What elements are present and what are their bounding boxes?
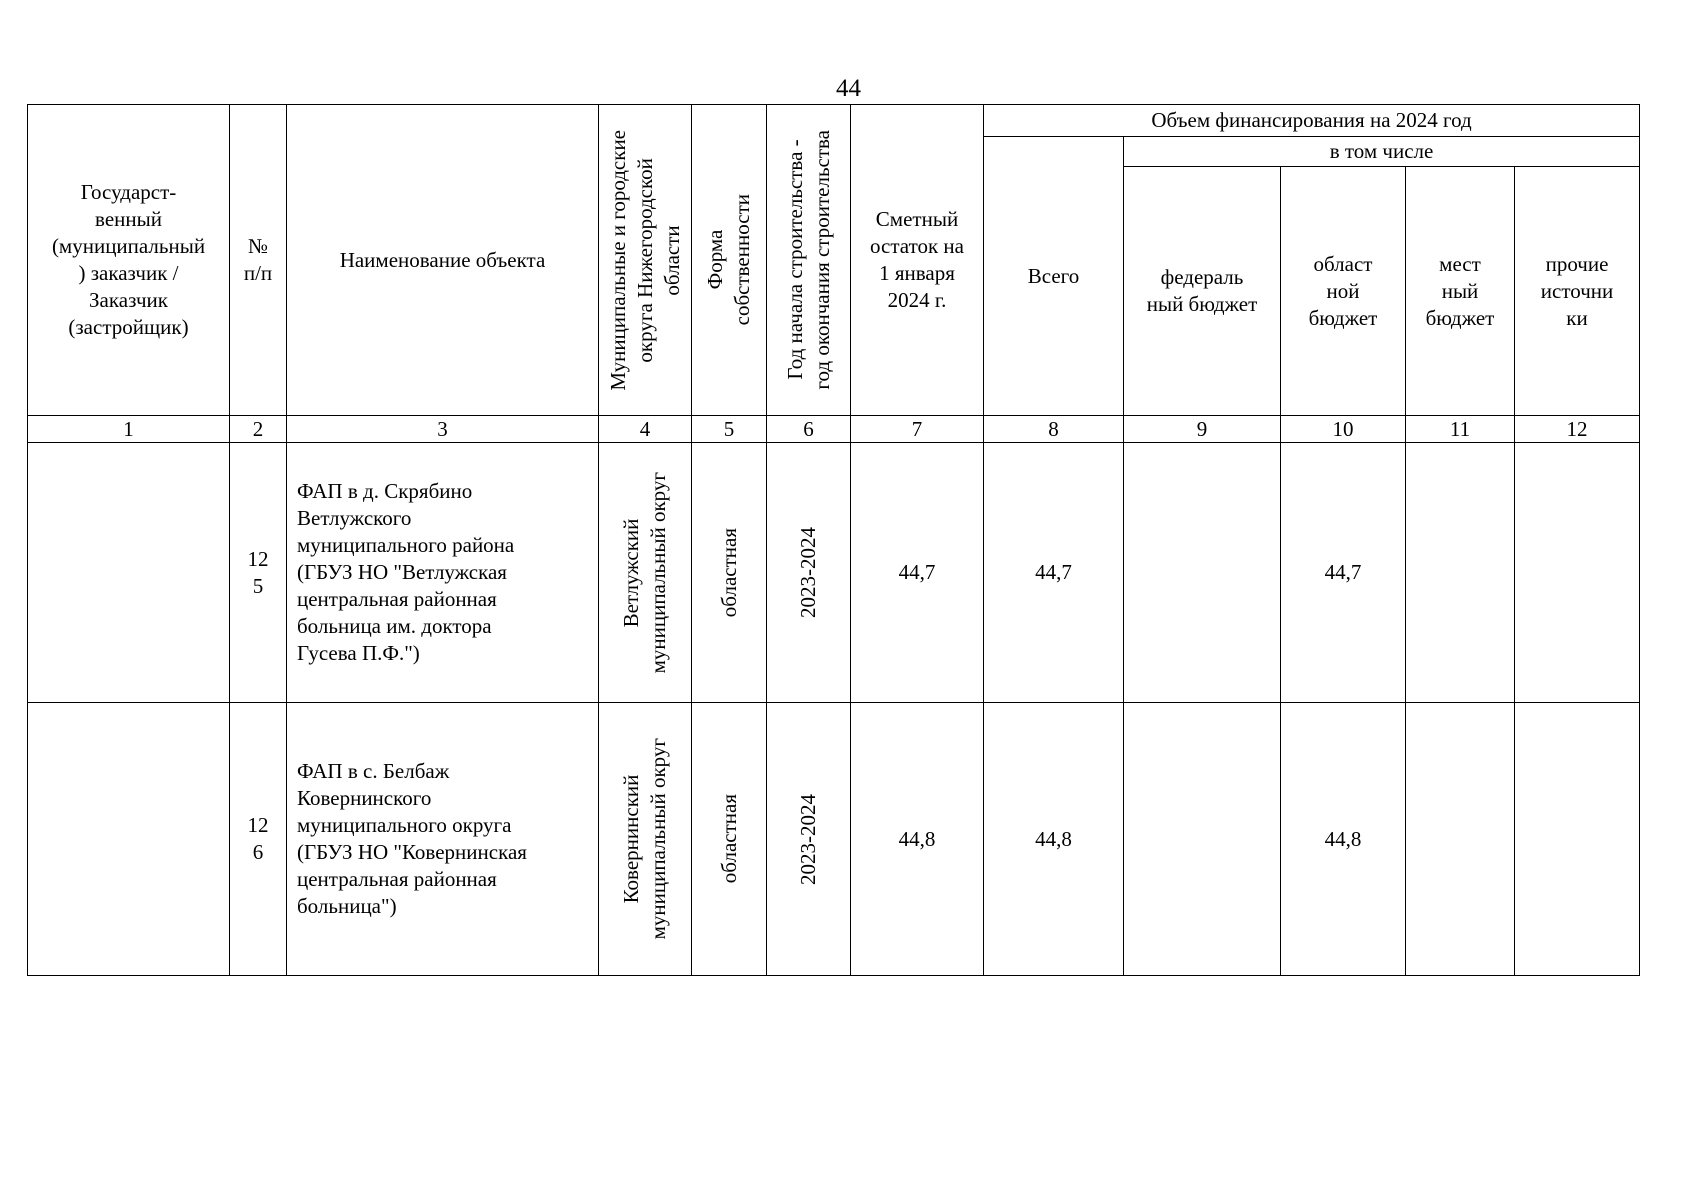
district-name: Ветлужский муниципальный округ xyxy=(619,471,670,674)
header-financing-volume: Объем финансирования на 2024 год xyxy=(984,105,1640,137)
other-value xyxy=(1515,703,1640,976)
header-districts-cell xyxy=(599,105,692,416)
object-name: ФАП в д. Скрябино Ветлужского муниципального района (ГБУЗ НО "Ветлужская центральная районная больница им. доктора Гусева П.Ф.") xyxy=(287,443,599,703)
district-cell xyxy=(599,703,692,976)
estimate-balance-value: 44,7 xyxy=(851,443,984,703)
column-number: 7 xyxy=(851,416,984,443)
years-cell xyxy=(767,703,851,976)
header-other-sources: прочие источни ки xyxy=(1515,167,1640,416)
header-districts: Муниципальные и городские округа Нижегородской области xyxy=(605,129,684,391)
header-local-budget: мест ный бюджет xyxy=(1406,167,1515,416)
column-number: 11 xyxy=(1406,416,1515,443)
object-name: ФАП в с. Белбаж Ковернинского муниципального округа (ГБУЗ НО "Ковернинская центральная районная больница") xyxy=(287,703,599,976)
header-years-cell xyxy=(767,105,851,416)
years-value: 2023-2024 xyxy=(796,527,820,618)
column-number: 4 xyxy=(599,416,692,443)
ownership-cell xyxy=(692,703,767,976)
header-ownership-cell xyxy=(692,105,767,416)
ownership-value: областная xyxy=(716,527,741,618)
header-including: в том числе xyxy=(1124,137,1640,167)
local-value xyxy=(1406,703,1515,976)
total-value: 44,8 xyxy=(984,703,1124,976)
row-number: 12 5 xyxy=(230,443,287,703)
customer-cell xyxy=(28,703,230,976)
header-total: Всего xyxy=(984,137,1124,416)
column-number: 9 xyxy=(1124,416,1281,443)
regional-value: 44,7 xyxy=(1281,443,1406,703)
column-number: 10 xyxy=(1281,416,1406,443)
column-number: 5 xyxy=(692,416,767,443)
header-customer: Государст- венный (муниципальный ) заказчик / Заказчик (застройщик) xyxy=(28,105,230,416)
other-value xyxy=(1515,443,1640,703)
years-cell xyxy=(767,443,851,703)
column-number: 3 xyxy=(287,416,599,443)
column-numbers-row xyxy=(28,416,1640,443)
header-estimate-balance: Сметный остаток на 1 января 2024 г. xyxy=(851,105,984,416)
header-number: № п/п xyxy=(230,105,287,416)
federal-value xyxy=(1124,703,1281,976)
financing-table xyxy=(27,104,1640,976)
ownership-value: областная xyxy=(716,794,741,884)
header-federal-budget: федераль ный бюджет xyxy=(1124,167,1281,416)
column-number: 2 xyxy=(230,416,287,443)
header-ownership: Форма собственности xyxy=(703,194,754,326)
header-regional-budget: област ной бюджет xyxy=(1281,167,1406,416)
table-row xyxy=(28,443,1640,703)
column-number: 8 xyxy=(984,416,1124,443)
column-number: 12 xyxy=(1515,416,1640,443)
district-cell xyxy=(599,443,692,703)
column-number: 6 xyxy=(767,416,851,443)
customer-cell xyxy=(28,443,230,703)
table-row xyxy=(28,703,1640,976)
header-years: Год начала строительства - год окончания строительства xyxy=(782,130,834,390)
ownership-cell xyxy=(692,443,767,703)
regional-value: 44,8 xyxy=(1281,703,1406,976)
district-name: Ковернинский муниципальный округ xyxy=(619,738,670,940)
page-number: 44 xyxy=(836,75,861,102)
estimate-balance-value: 44,8 xyxy=(851,703,984,976)
federal-value xyxy=(1124,443,1281,703)
header-object-name: Наименование объекта xyxy=(287,105,599,416)
column-number: 1 xyxy=(28,416,230,443)
row-number: 12 6 xyxy=(230,703,287,976)
years-value: 2023-2024 xyxy=(796,793,820,885)
total-value: 44,7 xyxy=(984,443,1124,703)
local-value xyxy=(1406,443,1515,703)
